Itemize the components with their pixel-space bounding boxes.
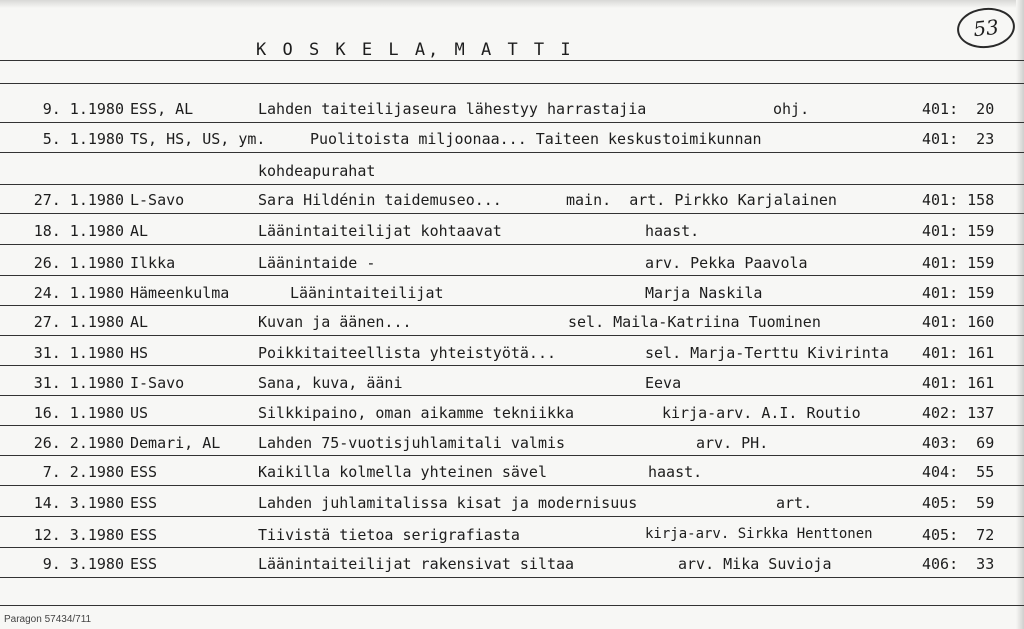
entry-title: Poikkitaiteellista yhteistyötä... xyxy=(258,344,557,362)
entry-title: Läänintaide - xyxy=(258,254,376,272)
row-rule xyxy=(0,425,1024,426)
row-rule xyxy=(0,365,1024,366)
entry-row-continuation xyxy=(0,162,1024,186)
row-rule xyxy=(0,335,1024,336)
entry-source: ESS xyxy=(130,555,158,573)
row-rule xyxy=(0,184,1024,185)
entry-type: kirja-arv. A.I. Routio xyxy=(662,404,861,422)
row-rule xyxy=(0,152,1024,153)
entry-type: haast. xyxy=(648,463,703,481)
entry-row xyxy=(0,222,1024,246)
row-rule xyxy=(0,305,1024,306)
entry-title: Lahden juhlamitalissa kisat ja modernisuus xyxy=(258,494,638,512)
entry-date: 14. 3.1980 xyxy=(33,494,124,512)
entry-type: haast. xyxy=(645,222,700,240)
entry-title: Kuvan ja äänen... xyxy=(258,313,412,331)
entry-type: arv. PH. xyxy=(696,434,769,452)
entry-title: Puolitoista miljoonaa... Taiteen keskustoimikunnan xyxy=(310,130,762,148)
row-rule xyxy=(0,395,1024,396)
entry-date: 5. 1.1980 xyxy=(42,130,124,148)
row-rule xyxy=(0,244,1024,245)
entry-type: sel. Marja-Terttu Kivirinta xyxy=(645,344,889,362)
entry-ref: 401: 159 xyxy=(922,254,995,272)
entry-date: 27. 1.1980 xyxy=(33,313,124,331)
entry-date: 7. 2.1980 xyxy=(42,463,124,481)
entry-title: Läänintaiteilijat kohtaavat xyxy=(258,222,502,240)
entry-type: kirja-arv. Sirkka Henttonen xyxy=(645,526,873,542)
header-rule-2 xyxy=(0,83,1024,84)
row-rule xyxy=(0,122,1024,123)
handwritten-page-number: 53 xyxy=(955,5,1017,51)
entry-source: ESS xyxy=(130,526,158,544)
entry-ref: 405: 72 xyxy=(922,526,995,544)
entry-title-continuation: kohdeapurahat xyxy=(258,162,376,180)
entry-row xyxy=(0,130,1024,154)
entry-title: Tiivistä tietoa serigrafiasta xyxy=(258,526,520,544)
entry-source: ESS xyxy=(130,494,158,512)
row-rule xyxy=(0,577,1024,578)
entry-date: 27. 1.1980 xyxy=(33,191,124,209)
row-rule xyxy=(0,485,1024,486)
entry-source: HS xyxy=(130,344,149,362)
entry-date: 26. 1.1980 xyxy=(33,254,124,272)
bottom-rule xyxy=(0,605,1024,606)
entry-ref: 403: 69 xyxy=(922,434,995,452)
entry-ref: 405: 59 xyxy=(922,494,995,512)
entry-source: Hämeenkulma xyxy=(130,284,230,302)
entry-type: main. art. Pirkko Karjalainen xyxy=(566,191,837,209)
entry-title: Läänintaiteilijat xyxy=(290,284,444,302)
entry-date: 26. 2.1980 xyxy=(33,434,124,452)
entry-source: AL xyxy=(130,313,149,331)
entry-ref: 401: 159 xyxy=(922,284,995,302)
entry-date: 24. 1.1980 xyxy=(33,284,124,302)
header-rule xyxy=(0,60,1024,61)
card-top-edge xyxy=(0,0,1024,8)
entry-ref: 406: 33 xyxy=(922,555,995,573)
entry-row xyxy=(0,191,1024,215)
entry-source: US xyxy=(130,404,149,422)
entry-source: TS, HS, US, ym. xyxy=(130,130,266,148)
entry-row xyxy=(0,555,1024,579)
entry-ref: 401: 159 xyxy=(922,222,995,240)
entry-type: arv. Mika Suvioja xyxy=(678,555,832,573)
entry-date: 16. 1.1980 xyxy=(33,404,124,422)
entry-row xyxy=(0,100,1024,124)
row-rule xyxy=(0,516,1024,517)
entry-type: Marja Naskila xyxy=(645,284,763,302)
entry-date: 18. 1.1980 xyxy=(33,222,124,240)
entry-row xyxy=(0,313,1024,337)
row-rule xyxy=(0,275,1024,276)
card-title-name: K O S K E L A, M A T T I xyxy=(256,40,574,60)
entry-ref: 401: 20 xyxy=(922,100,995,118)
entry-title: Lahden taiteilijaseura lähestyy harrastajia xyxy=(258,100,647,118)
entry-row xyxy=(0,494,1024,518)
entry-ref: 402: 137 xyxy=(922,404,995,422)
entry-date: 31. 1.1980 xyxy=(33,344,124,362)
entry-date: 9. 1.1980 xyxy=(42,100,124,118)
entry-source: Ilkka xyxy=(130,254,176,272)
entry-ref: 401: 23 xyxy=(922,130,995,148)
entry-ref: 404: 55 xyxy=(922,463,995,481)
row-rule xyxy=(0,455,1024,456)
entry-ref: 401: 161 xyxy=(922,374,995,392)
entry-title: Kaikilla kolmella yhteinen sävel xyxy=(258,463,547,481)
entry-type: Eeva xyxy=(645,374,682,392)
entry-title: Sana, kuva, ääni xyxy=(258,374,403,392)
entry-type: arv. Pekka Paavola xyxy=(645,254,808,272)
entry-title: Silkkipaino, oman aikamme tekniikka xyxy=(258,404,575,422)
entry-title: Lahden 75-vuotisjuhlamitali valmis xyxy=(258,434,566,452)
row-rule xyxy=(0,547,1024,548)
entry-type: ohj. xyxy=(773,100,810,118)
entry-title: Sara Hildénin taidemuseo... xyxy=(258,191,502,209)
entry-ref: 401: 160 xyxy=(922,313,995,331)
entry-source: L-Savo xyxy=(130,191,185,209)
entry-row xyxy=(0,463,1024,487)
entry-date: 31. 1.1980 xyxy=(33,374,124,392)
entry-type: art. xyxy=(776,494,813,512)
entry-source: Demari, AL xyxy=(130,434,221,452)
card-print-code: Paragon 57434/711 xyxy=(4,614,92,625)
entry-title: Läänintaiteilijat rakensivat siltaa xyxy=(258,555,575,573)
entry-date: 12. 3.1980 xyxy=(33,526,124,544)
entry-type: sel. Maila-Katriina Tuominen xyxy=(568,313,821,331)
entry-source: ESS, AL xyxy=(130,100,194,118)
entry-source: I-Savo xyxy=(130,374,185,392)
entry-source: ESS xyxy=(130,463,158,481)
row-rule xyxy=(0,213,1024,214)
entry-source: AL xyxy=(130,222,149,240)
entry-date: 9. 3.1980 xyxy=(42,555,124,573)
entry-ref: 401: 158 xyxy=(922,191,995,209)
entry-ref: 401: 161 xyxy=(922,344,995,362)
